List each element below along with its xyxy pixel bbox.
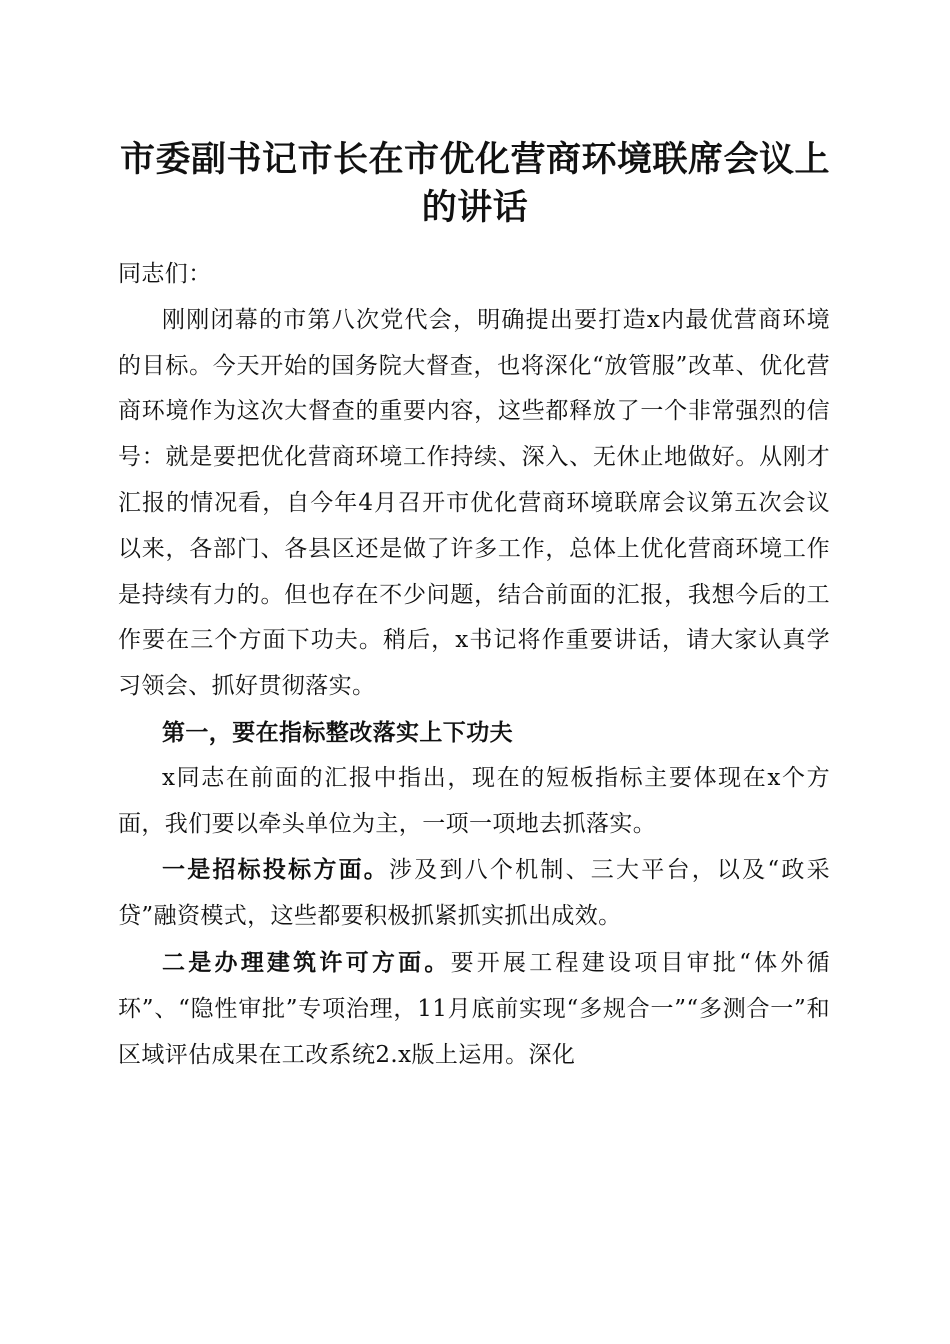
item-lead: 一是招标投标方面。: [162, 856, 390, 884]
section-heading: 第一，要在指标整改落实上下功夫: [162, 718, 513, 746]
list-item-construction-permit: [118, 940, 830, 1078]
item-text: 涉及到八个机制、三大平台，以及“政采贷”融资模式，这些都要积极抓紧抓实抓出成效。: [118, 857, 830, 930]
item-text: 要开展工程建设项目审批“体外循环”、“隐性审批”专项治理，11月底前实现“多规合一”“多测合一”和区域评估成果在工改系统2.x版上运用。深化: [118, 949, 831, 1068]
list-item-bidding: [118, 847, 830, 940]
document-title: [110, 136, 840, 232]
section-intro-paragraph: x同志在前面的汇报中指出，现在的短板指标主要体现在x个方面，我们要以牵头单位为主，一项一项地去抓落实。: [118, 764, 830, 837]
paragraph-intro: 刚刚闭幕的市第八次党代会，明确提出要打造x内最优营商环境的目标。今天开始的国务院大督查，也将深化“放管服”改革、优化营商环境作为这次大督查的重要内容，这些都释放了一个非常强烈的信号：就是要把优化营商环境工作持续、深入、无休止地做好。从刚才汇报的情况看，自今年4月召开市优化营商环境联席会议第五次会议以来，各部门、各县区还是做了许多工作，总体上优化营商环境工作是持续有力的。但也存在不少问题，结合前面的汇报，我想今后的工作要在三个方面下功夫。稍后，x书记将作重要讲话，请大家认真学习领会、抓好贯彻落实。: [118, 306, 830, 700]
item-lead: 二是办理建筑许可方面。: [162, 948, 451, 976]
document-body: [118, 252, 830, 1078]
salutation: 同志们：: [118, 261, 212, 287]
title-line-2: 的讲话: [421, 187, 529, 228]
title-line-1: 市委副书记市长在市优化营商环境联席会议上: [119, 139, 830, 180]
